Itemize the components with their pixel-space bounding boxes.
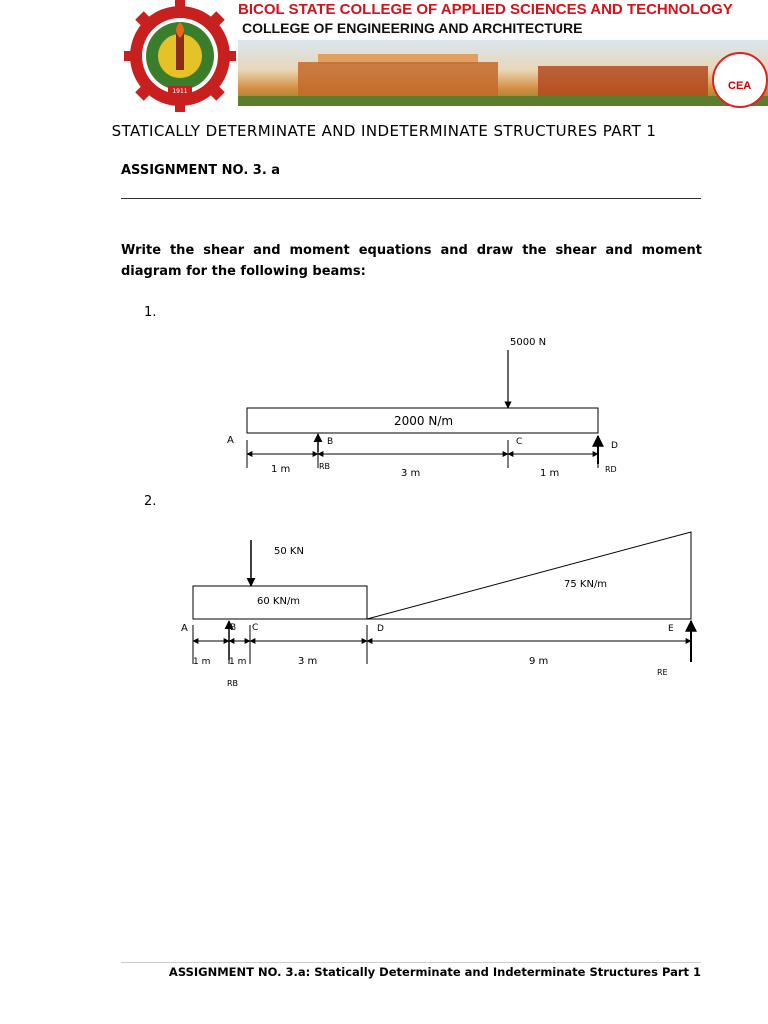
footer-divider xyxy=(121,962,701,963)
point-label-d: D xyxy=(611,441,618,451)
triangular-load-label: 75 KN/m xyxy=(564,579,608,590)
triangular-load-block xyxy=(367,532,691,619)
point-load-label-2: 50 KN xyxy=(274,546,304,557)
point-label-c-2: C xyxy=(252,623,259,633)
point-load-label: 5000 N xyxy=(510,337,547,348)
dimension-label-2-2: 1 m xyxy=(229,657,247,667)
dimension-label-2-4: 9 m xyxy=(529,656,549,667)
dimension-label-2: 3 m xyxy=(401,468,421,479)
distributed-load-label: 2000 N/m xyxy=(394,414,454,428)
problem-number-2: 2. xyxy=(144,494,157,509)
document-title: STATICALLY DETERMINATE AND INDETERMINATE STRUCTURES PART 1 xyxy=(111,122,657,140)
point-label-d-2: D xyxy=(377,624,384,634)
reaction-label-re: RE xyxy=(657,668,668,677)
footer-text: ASSIGNMENT NO. 3.a: Statically Determinate and Indeterminate Structures Part 1 xyxy=(168,965,701,979)
point-label-a-2: A xyxy=(181,623,188,634)
problem-number-1: 1. xyxy=(144,305,157,320)
reaction-label-rb: RB xyxy=(319,462,331,471)
college-name: COLLEGE OF ENGINEERING AND ARCHITECTURE xyxy=(242,20,583,36)
school-name: BICOL STATE COLLEGE OF APPLIED SCIENCES AND TECHNOLOGY xyxy=(238,1,733,18)
dimension-label-3: 1 m xyxy=(540,468,560,479)
assignment-label: ASSIGNMENT NO. 3. a xyxy=(121,163,281,178)
dimension-label-1: 1 m xyxy=(271,464,291,475)
svg-text:1911: 1911 xyxy=(172,88,188,95)
cea-logo-text: CEA xyxy=(728,80,752,92)
point-label-a: A xyxy=(227,435,234,446)
point-label-b-2: B xyxy=(230,623,237,633)
dimension-label-2-1: 1 m xyxy=(193,657,211,667)
reaction-label-rd: RD xyxy=(605,465,617,474)
uniform-load-label: 60 KN/m xyxy=(257,596,301,607)
point-label-b: B xyxy=(327,437,334,447)
instructions-text: Write the shear and moment equations and draw the shear and moment diagram for the following beams: xyxy=(121,243,702,279)
point-label-c: C xyxy=(516,437,523,447)
dimension-label-2-3: 3 m xyxy=(298,656,318,667)
reaction-label-rb-2: RB xyxy=(227,679,239,688)
point-label-e: E xyxy=(668,624,674,634)
